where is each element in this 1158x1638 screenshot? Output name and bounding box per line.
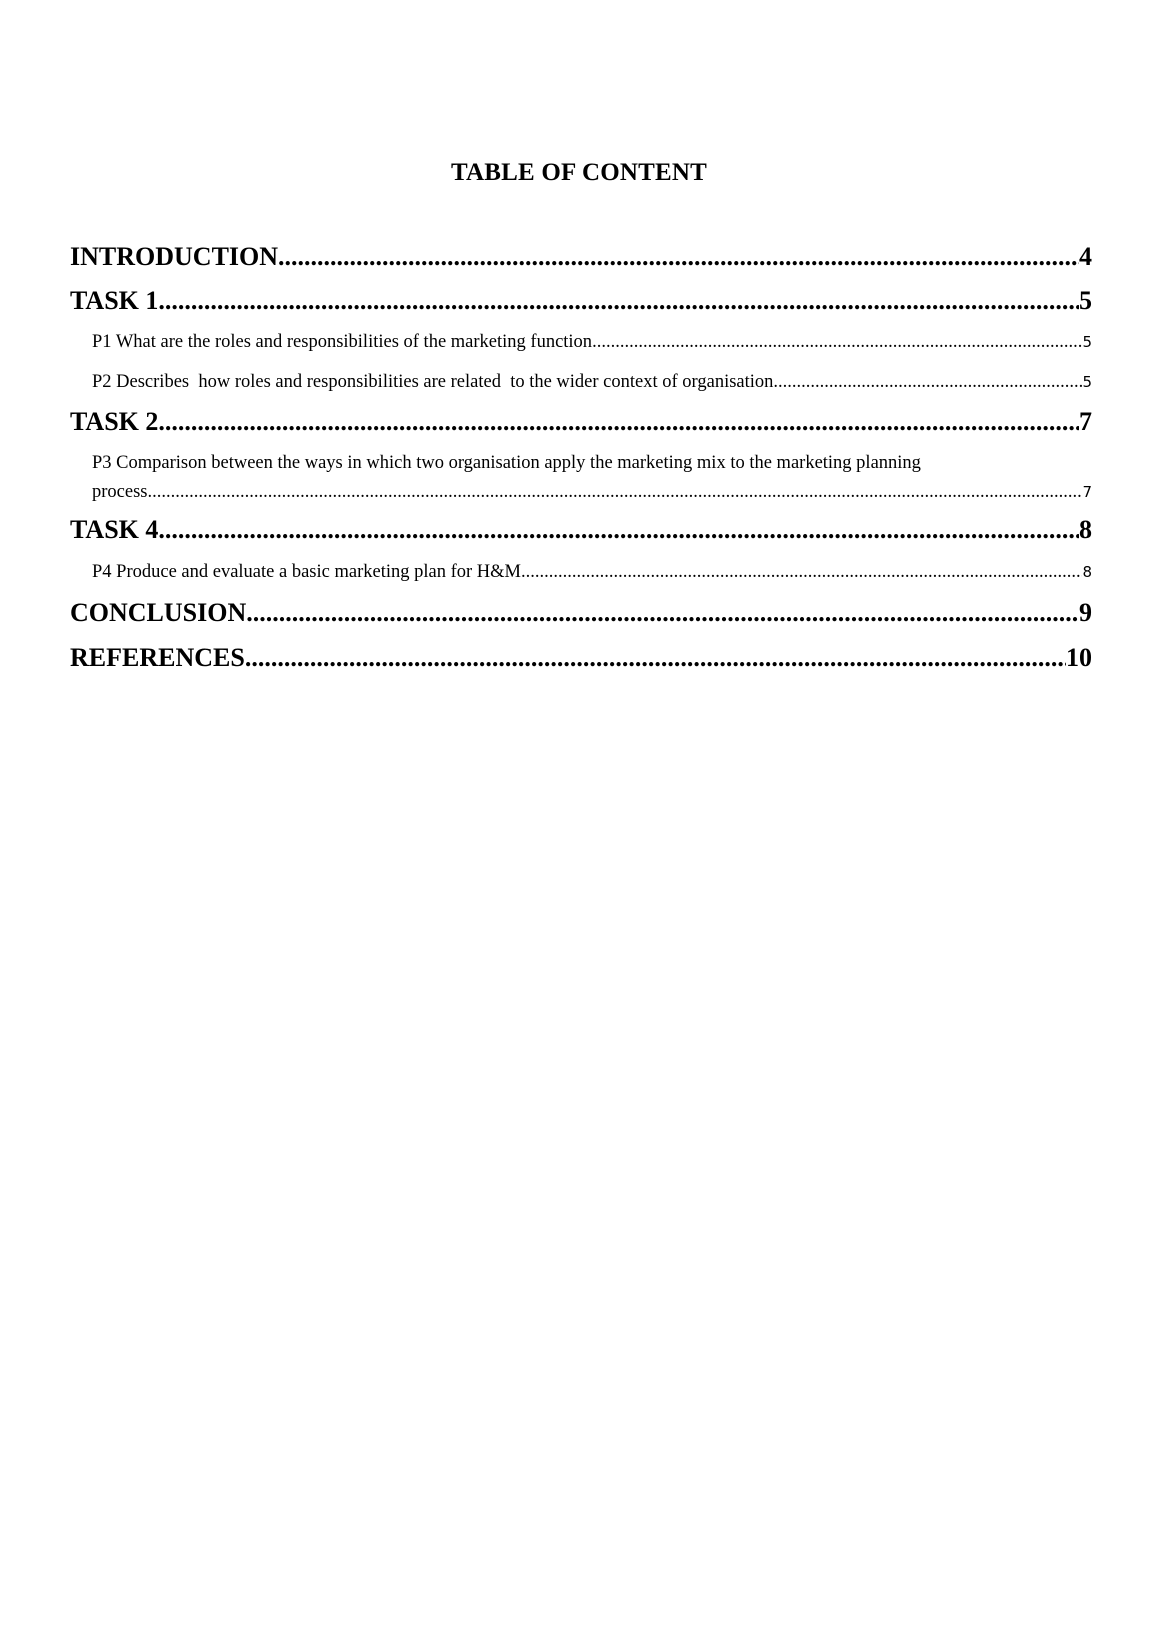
toc-entry-page: 5 bbox=[1079, 286, 1092, 315]
toc-entry-label: TASK 4 bbox=[70, 515, 159, 544]
toc-entry-p1[interactable] bbox=[92, 330, 1092, 354]
toc-entry-page: 9 bbox=[1079, 598, 1092, 627]
toc-entry-label: INTRODUCTION bbox=[70, 242, 279, 271]
dot-leader bbox=[158, 406, 1079, 438]
toc-entry-label-line2: process bbox=[92, 482, 148, 502]
toc-entry-p4[interactable] bbox=[92, 560, 1092, 584]
toc-entry-task-4[interactable] bbox=[70, 514, 1092, 546]
dot-leader bbox=[278, 241, 1079, 273]
dot-leader bbox=[158, 285, 1079, 317]
toc-entry-label: CONCLUSION bbox=[70, 598, 247, 627]
dot-leader bbox=[245, 642, 1066, 674]
toc-entry-page: 8 bbox=[1082, 563, 1092, 581]
toc-entry-page: 5 bbox=[1082, 373, 1092, 391]
toc-entry-p3[interactable] bbox=[92, 449, 1092, 507]
dot-leader bbox=[773, 370, 1082, 394]
toc-entry-line2 bbox=[92, 478, 1092, 507]
toc-entry-page: 7 bbox=[1079, 407, 1092, 436]
toc-title: TABLE OF CONTENT bbox=[450, 159, 708, 186]
toc-entry-page: 8 bbox=[1079, 515, 1092, 544]
toc-entry-task-1[interactable] bbox=[70, 285, 1092, 317]
toc-entry-label: TASK 2 bbox=[70, 407, 159, 436]
dot-leader bbox=[592, 330, 1082, 354]
dot-leader bbox=[521, 560, 1082, 584]
toc-entry-page: 7 bbox=[1082, 483, 1092, 501]
toc-entry-page: 10 bbox=[1066, 643, 1092, 672]
toc-entry-conclusion[interactable] bbox=[70, 597, 1092, 629]
toc-entry-label: P1 What are the roles and responsibilities of the marketing function bbox=[92, 332, 593, 352]
toc-entry-introduction[interactable] bbox=[70, 241, 1092, 273]
toc-entry-label: P2 Describes how roles and responsibilities are related to the wider context of organisation bbox=[92, 372, 774, 392]
toc-entry-page: 5 bbox=[1082, 333, 1092, 351]
toc-entry-task-2[interactable] bbox=[70, 406, 1092, 438]
dot-leader bbox=[158, 514, 1079, 546]
toc-entry-page: 4 bbox=[1079, 242, 1092, 271]
toc-entry-label: REFERENCES bbox=[70, 643, 245, 672]
toc-entry-references[interactable] bbox=[70, 642, 1092, 674]
toc-entry-p2[interactable] bbox=[92, 370, 1092, 394]
dot-leader bbox=[147, 478, 1082, 507]
toc-entry-label: P4 Produce and evaluate a basic marketing plan for H&M bbox=[92, 562, 521, 582]
dot-leader bbox=[246, 597, 1079, 629]
toc-entry-label-line1: P3 Comparison between the ways in which two organisation apply the marketing mix to the marketing planning bbox=[92, 453, 921, 473]
toc-entry-label: TASK 1 bbox=[70, 286, 159, 315]
